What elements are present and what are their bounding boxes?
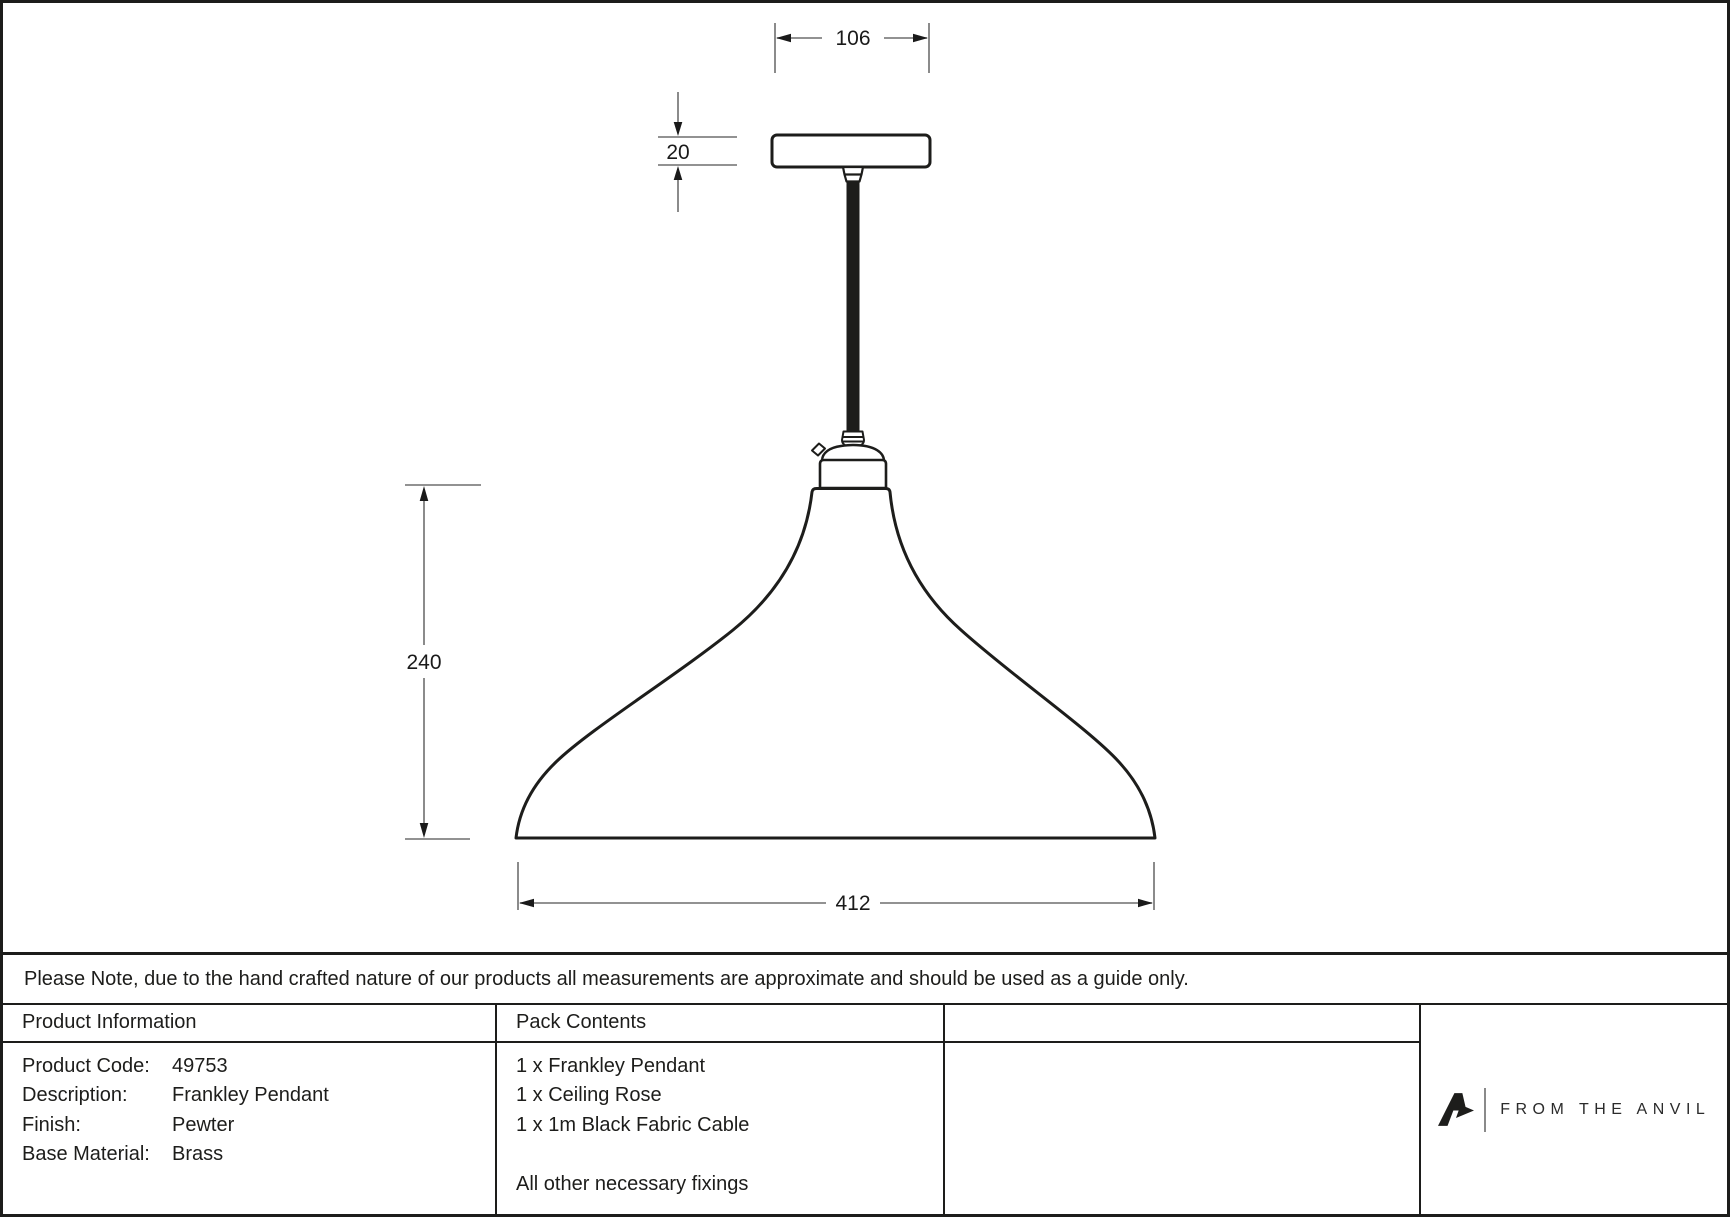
info-label: Base Material: [22, 1143, 150, 1165]
pendant-shade [516, 489, 1155, 839]
pack-contents-body [497, 1043, 943, 1200]
rose-nipple [843, 167, 863, 182]
arrow-up-icon [674, 166, 683, 180]
list-item: 1 x 1m Black Fabric Cable [516, 1113, 750, 1136]
empty-header [945, 1005, 1419, 1043]
product-information-header: Product Information [3, 1005, 495, 1043]
info-label: Finish: [22, 1113, 81, 1136]
arrow-down-icon [420, 823, 429, 838]
logo-divider [1484, 1088, 1487, 1132]
fabric-cable [847, 181, 860, 432]
empty-column [945, 1005, 1421, 1214]
table-row [22, 1140, 495, 1170]
product-information-body [3, 1043, 495, 1170]
brand-logo [1438, 1088, 1711, 1132]
list-item: All other necessary fixings [516, 1172, 749, 1195]
arrow-left-icon [776, 34, 791, 42]
ceiling-rose [772, 135, 930, 167]
pack-contents-column [497, 1005, 945, 1214]
pack-contents-header: Pack Contents [497, 1005, 943, 1043]
product-information-column [3, 1005, 497, 1214]
spacer [516, 1140, 943, 1170]
list-item: 1 x Frankley Pendant [516, 1054, 705, 1077]
table-row [22, 1081, 495, 1111]
info-label: Product Code: [22, 1054, 150, 1077]
dim-label-rose-width: 106 [835, 27, 871, 50]
info-value: Brass [172, 1143, 224, 1165]
table-row [22, 1052, 495, 1082]
list-item: 1 x Ceiling Rose [516, 1084, 662, 1106]
dim-label-rose-depth: 20 [666, 141, 690, 164]
brand-column [1421, 1005, 1727, 1214]
info-table [3, 952, 1727, 1214]
arrow-right-icon [1138, 899, 1153, 907]
measurement-note-row [3, 955, 1727, 1005]
dim-label-shade-height: 240 [406, 651, 442, 674]
info-label: Description: [22, 1084, 128, 1106]
info-value: 49753 [172, 1054, 228, 1077]
arrow-up-icon [420, 486, 429, 501]
info-value: Frankley Pendant [172, 1084, 329, 1106]
arrow-down-icon [674, 122, 683, 136]
empty-body [945, 1043, 1419, 1052]
holder-cylinder [820, 460, 886, 488]
info-grid [3, 1005, 1727, 1214]
brand-name: FROM THE ANVIL [1500, 1100, 1711, 1118]
anvil-logo-icon [1438, 1093, 1474, 1126]
arrow-right-icon [913, 34, 928, 42]
dim-label-shade-diameter: 412 [835, 892, 871, 915]
measurement-note: Please Note, due to the hand crafted nature of our products all measurements are approximate and should be used as a guide only. [24, 967, 1189, 990]
table-row [22, 1111, 495, 1141]
arrow-left-icon [519, 899, 534, 907]
holder-dome [822, 445, 884, 461]
info-value: Pewter [172, 1113, 235, 1136]
